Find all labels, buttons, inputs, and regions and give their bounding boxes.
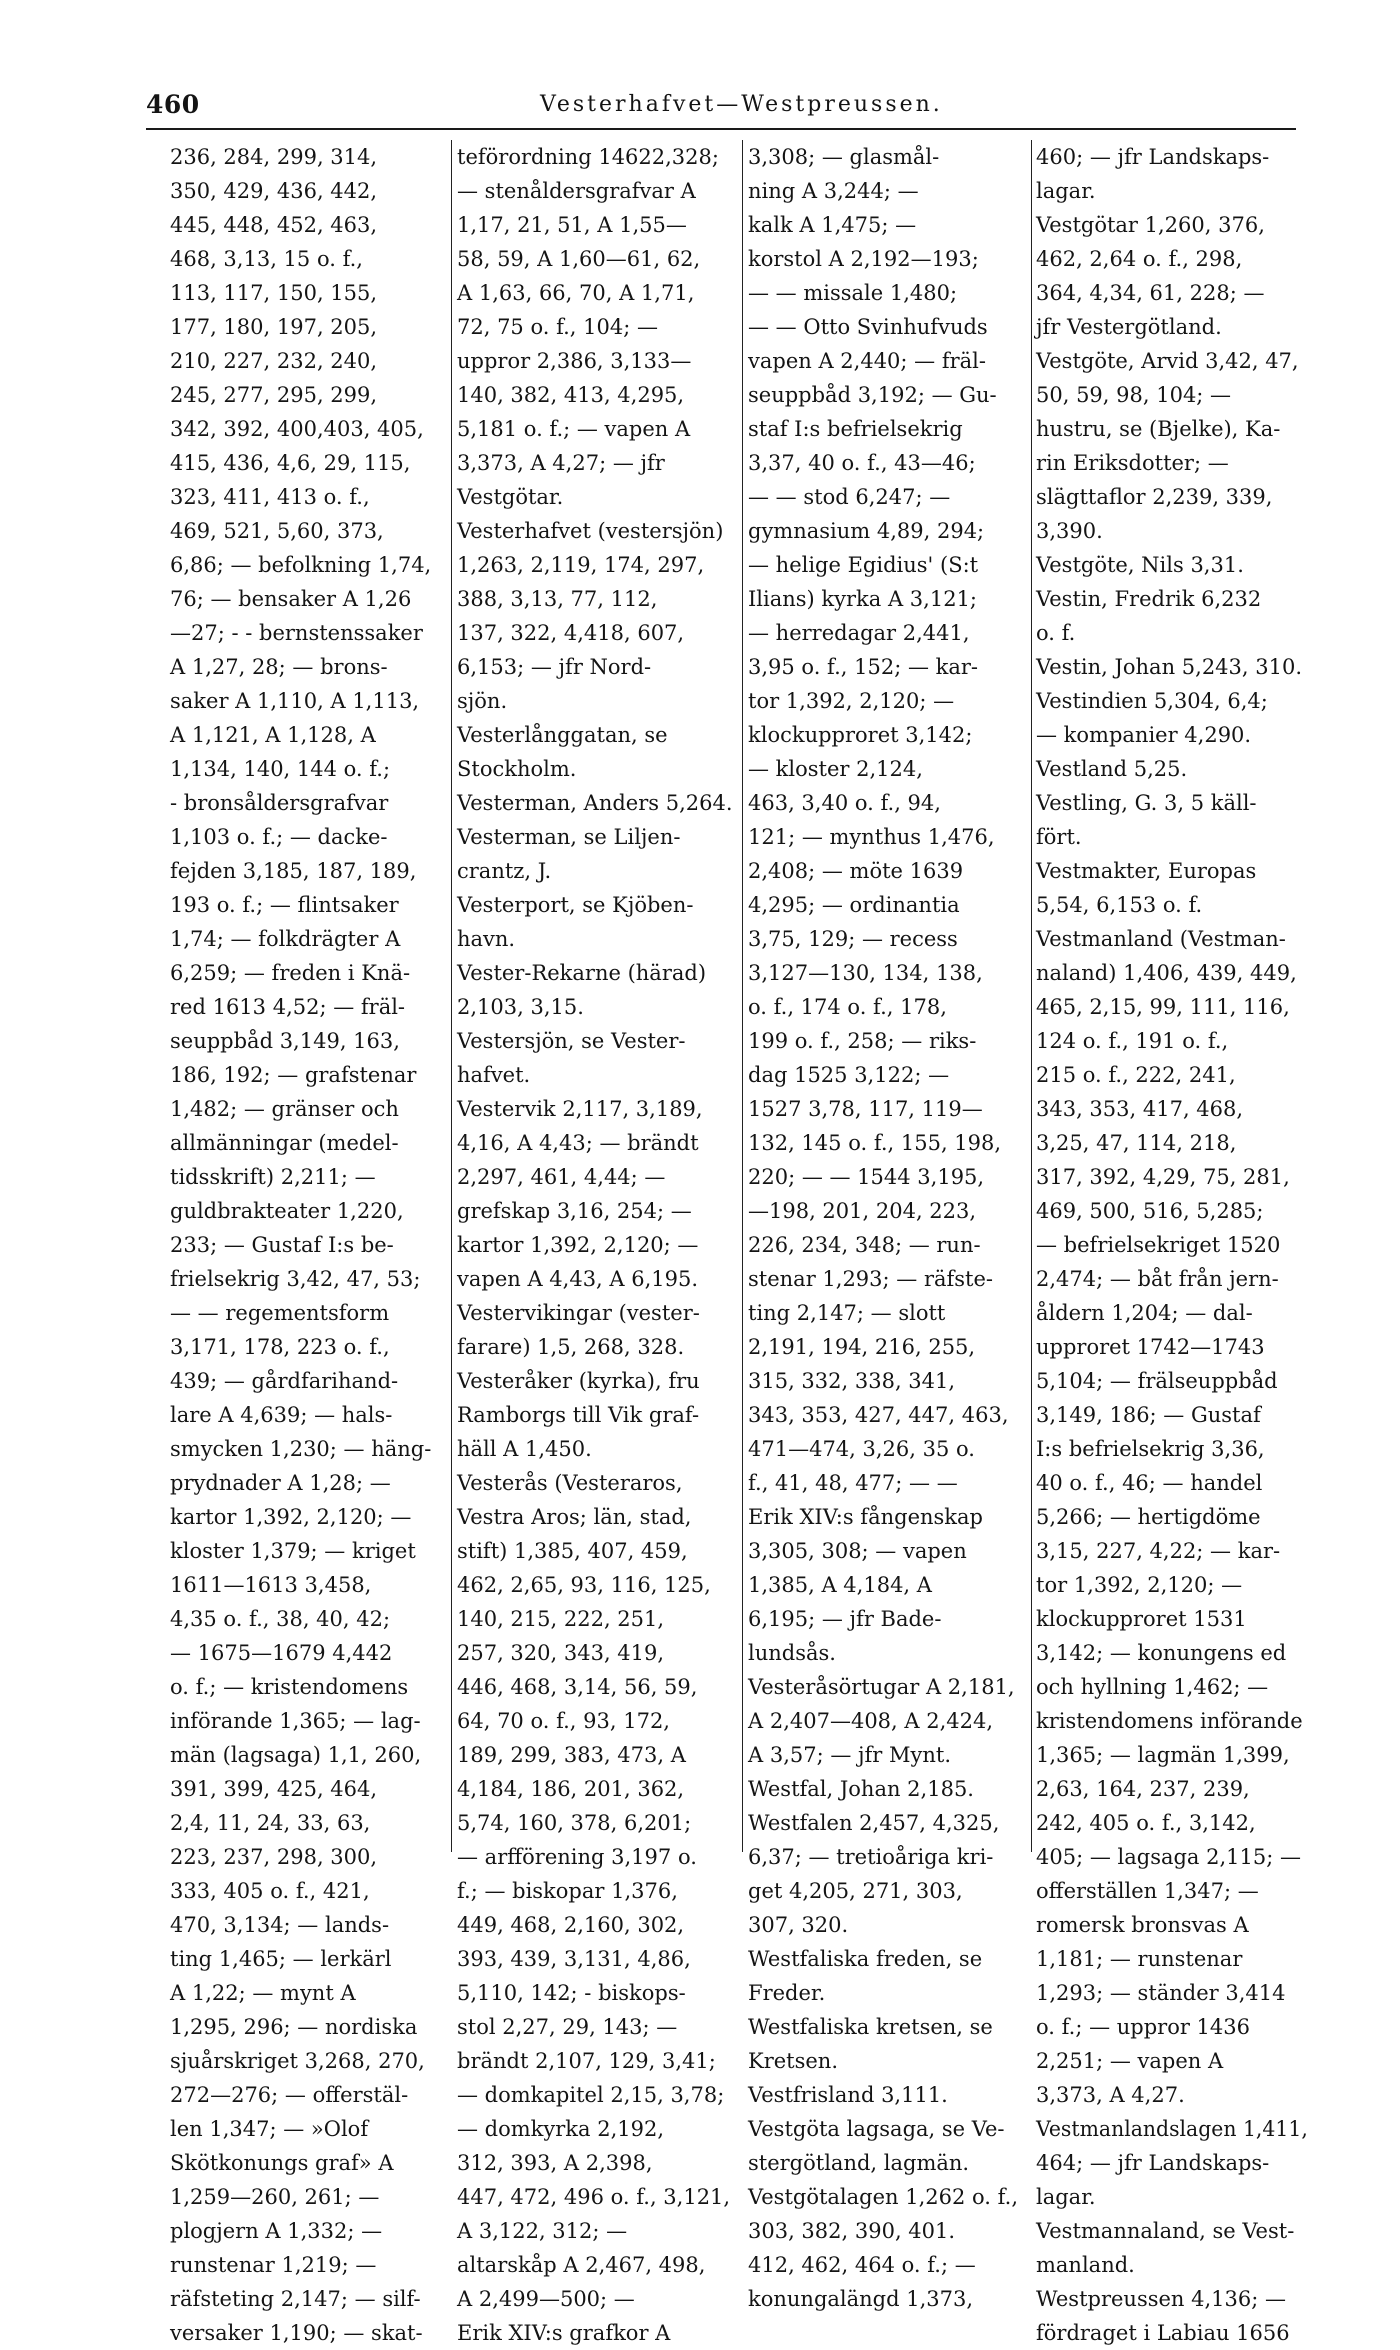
index-line: o. f.; — kristendomens xyxy=(170,1675,409,1699)
index-line: 1,134, 140, 144 o. f.; xyxy=(170,757,391,781)
index-line: A 2,407—408, A 2,424, xyxy=(748,1709,994,1733)
index-line: klockupproret 1531 xyxy=(1036,1607,1247,1631)
index-line: 189, 299, 383, 473, A xyxy=(457,1743,686,1767)
index-line: red 1613 4,52; — fräl- xyxy=(170,995,406,1019)
index-line: lare A 4,639; — hals- xyxy=(170,1403,393,1427)
index-line: 343, 353, 417, 468, xyxy=(1036,1097,1244,1121)
index-line: 303, 382, 390, 401. xyxy=(748,2219,956,2243)
index-line: seuppbåd 3,192; — Gu- xyxy=(748,383,997,407)
index-line: 471—474, 3,26, 35 o. xyxy=(748,1437,975,1461)
index-line: 468, 3,13, 15 o. f., xyxy=(170,247,363,271)
index-line: saker A 1,110, A 1,113, xyxy=(170,689,420,713)
index-line: 132, 145 o. f., 155, 198, xyxy=(748,1131,1002,1155)
index-line: 5,266; — hertigdöme xyxy=(1036,1505,1261,1529)
index-line: 2,4, 11, 24, 33, 63, xyxy=(170,1811,371,1835)
index-line: o. f., 174 o. f., 178, xyxy=(748,995,947,1019)
index-line: Westpreussen 4,136; — xyxy=(1036,2287,1287,2311)
index-line: 469, 521, 5,60, 373, xyxy=(170,519,384,543)
index-line: havn. xyxy=(457,927,516,951)
index-line: Vestervik 2,117, 3,189, xyxy=(457,1097,703,1121)
index-line: 210, 227, 232, 240, xyxy=(170,349,378,373)
index-line: 6,195; — jfr Bade- xyxy=(748,1607,942,1631)
index-line: Westfalen 2,457, 4,325, xyxy=(748,1811,1000,1835)
index-line: Vestervikingar (vester- xyxy=(457,1301,700,1325)
index-line: 58, 59, A 1,60—61, 62, xyxy=(457,247,701,271)
index-line: 447, 472, 496 o. f., 3,121, xyxy=(457,2185,731,2209)
index-line: tor 1,392, 2,120; — xyxy=(1036,1573,1243,1597)
index-line: och hyllning 1,462; — xyxy=(1036,1675,1269,1699)
index-line: vapen A 2,440; — fräl- xyxy=(748,349,986,373)
index-line: smycken 1,230; — häng- xyxy=(170,1437,432,1461)
index-line: 233; — Gustaf I:s be- xyxy=(170,1233,394,1257)
running-title: Vesterhafvet—Westpreussen. xyxy=(540,92,943,117)
index-line: Vestling, G. 3, 5 käll- xyxy=(1036,791,1257,815)
index-line: get 4,205, 271, 303, xyxy=(748,1879,963,1903)
index-line: Vesterman, se Liljen- xyxy=(457,825,681,849)
index-line: — arfförening 3,197 o. xyxy=(457,1845,697,1869)
index-line: fört. xyxy=(1036,825,1082,849)
index-line: 5,110, 142; - biskops- xyxy=(457,1981,686,2005)
index-line: 317, 392, 4,29, 75, 281, xyxy=(1036,1165,1290,1189)
index-line: 177, 180, 197, 205, xyxy=(170,315,378,339)
index-line: Vestgötar 1,260, 376, xyxy=(1036,213,1265,237)
index-line: tor 1,392, 2,120; — xyxy=(748,689,955,713)
index-line: 307, 320. xyxy=(748,1913,849,1937)
index-line: 460; — jfr Landskaps- xyxy=(1036,145,1270,169)
index-line: slägttaflor 2,239, 339, xyxy=(1036,485,1273,509)
index-line: klockupproret 3,142; xyxy=(748,723,973,747)
index-line: - bronsåldersgrafvar xyxy=(170,791,389,815)
index-line: — herredagar 2,441, xyxy=(748,621,970,645)
index-line: 463, 3,40 o. f., 94, xyxy=(748,791,941,815)
index-line: Vestgötar. xyxy=(457,485,564,509)
index-line: romersk bronsvas A xyxy=(1036,1913,1249,1937)
index-line: Vesterhafvet (vestersjön) xyxy=(457,519,724,543)
index-line: 3,308; — glasmål- xyxy=(748,145,940,169)
index-line: 1,385, A 4,184, A xyxy=(748,1573,932,1597)
index-line: 364, 4,34, 61, 228; — xyxy=(1036,281,1265,305)
index-line: Vestland 5,25. xyxy=(1036,757,1188,781)
index-line: 257, 320, 343, 419, xyxy=(457,1641,665,1665)
index-line: — helige Egidius' (S:t xyxy=(748,553,979,577)
index-line: crantz, J. xyxy=(457,859,552,883)
index-line: Vestmanland (Vestman- xyxy=(1036,927,1286,951)
index-line: 137, 322, 4,418, 607, xyxy=(457,621,685,645)
index-line: Vesterman, Anders 5,264. xyxy=(457,791,733,815)
column-divider xyxy=(742,140,743,1852)
index-line: Vestgötalagen 1,262 o. f., xyxy=(748,2185,1019,2209)
index-line: 312, 393, A 2,398, xyxy=(457,2151,653,2175)
index-line: 2,297, 461, 4,44; — xyxy=(457,1165,666,1189)
index-line: 439; — gårdfarihand- xyxy=(170,1369,399,1393)
index-line: 3,25, 47, 114, 218, xyxy=(1036,1131,1237,1155)
index-line: 245, 277, 295, 299, xyxy=(170,383,378,407)
index-line: 64, 70 o. f., 93, 172, xyxy=(457,1709,670,1733)
index-line: — kompanier 4,290. xyxy=(1036,723,1252,747)
index-line: 1,263, 2,119, 174, 297, xyxy=(457,553,705,577)
index-line: 226, 234, 348; — run- xyxy=(748,1233,981,1257)
index-line: plogjern A 1,332; — xyxy=(170,2219,383,2243)
index-line: män (lagsaga) 1,1, 260, xyxy=(170,1743,422,1767)
column-divider xyxy=(1031,140,1032,1852)
index-line: ting 2,147; — slott xyxy=(748,1301,946,1325)
index-line: 4,35 o. f., 38, 40, 42; xyxy=(170,1607,391,1631)
index-line: Vestmanlandslagen 1,411, xyxy=(1036,2117,1308,2141)
index-line: 6,153; — jfr Nord- xyxy=(457,655,652,679)
index-line: 1,482; — gränser och xyxy=(170,1097,399,1121)
index-line: konungalängd 1,373, xyxy=(748,2287,974,2311)
index-line: A 1,63, 66, 70, A 1,71, xyxy=(457,281,695,305)
index-column-4 xyxy=(1036,140,1308,2345)
index-line: — — missale 1,480; xyxy=(748,281,958,305)
page-number: 460 xyxy=(146,90,200,119)
index-line: naland) 1,406, 439, 449, xyxy=(1036,961,1297,985)
index-line: 3,171, 178, 223 o. f., xyxy=(170,1335,390,1359)
index-line: Vestra Aros; län, stad, xyxy=(457,1505,692,1529)
index-line: Kretsen. xyxy=(748,2049,838,2073)
index-line: 2,103, 3,15. xyxy=(457,995,584,1019)
index-line: 323, 411, 413 o. f., xyxy=(170,485,370,509)
index-line: 388, 3,13, 77, 112, xyxy=(457,587,658,611)
index-line: altarskåp A 2,467, 498, xyxy=(457,2253,706,2277)
index-line: 3,373, A 4,27; — jfr xyxy=(457,451,665,475)
index-line: fejden 3,185, 187, 189, xyxy=(170,859,417,883)
index-line: 3,15, 227, 4,22; — kar- xyxy=(1036,1539,1281,1563)
index-line: sjön. xyxy=(457,689,508,713)
index-line: 6,37; — tretioåriga kri- xyxy=(748,1845,994,1869)
index-line: Westfal, Johan 2,185. xyxy=(748,1777,974,1801)
index-line: fördraget i Labiau 1656 xyxy=(1036,2321,1290,2345)
index-line: 343, 353, 427, 447, 463, xyxy=(748,1403,1009,1427)
index-line: stift) 1,385, 407, 459, xyxy=(457,1539,688,1563)
index-line: 3,305, 308; — vapen xyxy=(748,1539,967,1563)
index-line: 4,16, A 4,43; — brändt xyxy=(457,1131,699,1155)
index-line: 462, 2,64 o. f., 298, xyxy=(1036,247,1243,271)
index-line: teförordning 14622,328; xyxy=(457,145,719,169)
index-line: 3,149, 186; — Gustaf xyxy=(1036,1403,1261,1427)
header-rule xyxy=(146,128,1296,130)
index-line: 405; — lagsaga 2,115; — xyxy=(1036,1845,1301,1869)
index-line: 6,86; — befolkning 1,74, xyxy=(170,553,432,577)
column-divider xyxy=(451,140,452,1852)
index-line: len 1,347; — »Olof xyxy=(170,2117,369,2141)
index-line: A 3,57; — jfr Mynt. xyxy=(748,1743,952,1767)
index-line: 1611—1613 3,458, xyxy=(170,1573,372,1597)
index-line: räfsteting 2,147; — silf- xyxy=(170,2287,421,2311)
index-line: 1,74; — folkdrägter A xyxy=(170,927,401,951)
index-column-1 xyxy=(170,140,446,2345)
index-line: 445, 448, 452, 463, xyxy=(170,213,378,237)
index-line: — domkapitel 2,15, 3,78; xyxy=(457,2083,725,2107)
index-line: Westfaliska freden, se xyxy=(748,1947,983,1971)
index-line: häll A 1,450. xyxy=(457,1437,592,1461)
index-line: 2,474; — båt från jern- xyxy=(1036,1267,1279,1291)
index-column-2 xyxy=(457,140,737,2345)
index-line: Erik XIV:s fångenskap xyxy=(748,1505,983,1529)
index-line: prydnader A 1,28; — xyxy=(170,1471,391,1495)
index-line: — stenåldersgrafvar A xyxy=(457,179,696,203)
index-line: 140, 215, 222, 251, xyxy=(457,1607,665,1631)
index-line: o. f.; — uppror 1436 xyxy=(1036,2015,1250,2039)
index-line: — — regementsform xyxy=(170,1301,390,1325)
index-line: 462, 2,65, 93, 116, 125, xyxy=(457,1573,711,1597)
index-line: kartor 1,392, 2,120; — xyxy=(457,1233,699,1257)
index-line: Vestindien 5,304, 6,4; xyxy=(1036,689,1268,713)
index-line: I:s befrielsekrig 3,36, xyxy=(1036,1437,1265,1461)
index-line: 2,408; — möte 1639 xyxy=(748,859,964,883)
index-line: 446, 468, 3,14, 56, 59, xyxy=(457,1675,698,1699)
index-line: lundsås. xyxy=(748,1641,836,1665)
index-line: gymnasium 4,89, 294; xyxy=(748,519,985,543)
index-line: Stockholm. xyxy=(457,757,577,781)
index-line: versaker 1,190; — skat- xyxy=(170,2321,423,2345)
index-line: 1,293; — ständer 3,414 xyxy=(1036,1981,1286,2005)
index-line: — — Otto Svinhufvuds xyxy=(748,315,988,339)
index-line: 186, 192; — grafstenar xyxy=(170,1063,417,1087)
index-line: 350, 429, 436, 442, xyxy=(170,179,378,203)
index-line: Vestmannaland, se Vest- xyxy=(1036,2219,1295,2243)
index-line: A 2,499—500; — xyxy=(457,2287,635,2311)
index-line: kartor 1,392, 2,120; — xyxy=(170,1505,412,1529)
index-line: kloster 1,379; — kriget xyxy=(170,1539,416,1563)
index-line: stenar 1,293; — räfste- xyxy=(748,1267,994,1291)
index-line: 465, 2,15, 99, 111, 116, xyxy=(1036,995,1290,1019)
index-line: A 3,122, 312; — xyxy=(457,2219,628,2243)
index-line: manland. xyxy=(1036,2253,1135,2277)
index-line: hafvet. xyxy=(457,1063,531,1087)
index-line: — befrielsekriget 1520 xyxy=(1036,1233,1281,1257)
index-line: 50, 59, 98, 104; — xyxy=(1036,383,1232,407)
index-line: 5,181 o. f.; — vapen A xyxy=(457,417,691,441)
index-line: 470, 3,134; — lands- xyxy=(170,1913,390,1937)
index-line: 40 o. f., 46; — handel xyxy=(1036,1471,1263,1495)
index-line: 121; — mynthus 1,476, xyxy=(748,825,995,849)
index-line: lagar. xyxy=(1036,179,1096,203)
index-line: 464; — jfr Landskaps- xyxy=(1036,2151,1270,2175)
index-line: Vestersjön, se Vester- xyxy=(457,1029,686,1053)
index-line: 1,259—260, 261; — xyxy=(170,2185,380,2209)
index-line: Ilians) kyrka A 3,121; xyxy=(748,587,978,611)
index-line: ting 1,465; — lerkärl xyxy=(170,1947,392,1971)
index-line: — 1675—1679 4,442 xyxy=(170,1641,393,1665)
index-line: Erik XIV:s grafkor A xyxy=(457,2321,671,2345)
index-line: —198, 201, 204, 223, xyxy=(748,1199,977,1223)
index-line: 333, 405 o. f., 421, xyxy=(170,1879,370,1903)
index-line: Vestin, Fredrik 6,232 xyxy=(1036,587,1262,611)
index-line: 124 o. f., 191 o. f., xyxy=(1036,1029,1229,1053)
index-line: grefskap 3,16, 254; — xyxy=(457,1199,692,1223)
index-line: f., 41, 48, 477; — — xyxy=(748,1471,958,1495)
index-line: Vesteråsörtugar A 2,181, xyxy=(748,1675,1015,1699)
index-line: 1527 3,78, 117, 119— xyxy=(748,1097,983,1121)
index-line: Skötkonungs graf» A xyxy=(170,2151,394,2175)
index-line: 2,251; — vapen A xyxy=(1036,2049,1224,2073)
index-line: — kloster 2,124, xyxy=(748,757,923,781)
index-line: införande 1,365; — lag- xyxy=(170,1709,421,1733)
index-line: vapen A 4,43, A 6,195. xyxy=(457,1267,699,1291)
index-line: 3,390. xyxy=(1036,519,1103,543)
index-line: 2,191, 194, 216, 255, xyxy=(748,1335,976,1359)
index-line: 469, 500, 516, 5,285; xyxy=(1036,1199,1264,1223)
index-line: 3,373, A 4,27. xyxy=(1036,2083,1185,2107)
index-line: allmänningar (medel- xyxy=(170,1131,399,1155)
index-line: 215 o. f., 222, 241, xyxy=(1036,1063,1236,1087)
index-line: 1,103 o. f.; — dacke- xyxy=(170,825,388,849)
index-line: 220; — — 1544 3,195, xyxy=(748,1165,985,1189)
index-line: jfr Vestergötland. xyxy=(1036,315,1222,339)
index-line: 412, 462, 464 o. f.; — xyxy=(748,2253,976,2277)
index-line: Freder. xyxy=(748,1981,826,2005)
index-line: dag 1525 3,122; — xyxy=(748,1063,950,1087)
index-line: 393, 439, 3,131, 4,86, xyxy=(457,1947,691,1971)
index-line: 3,142; — konungens ed xyxy=(1036,1641,1287,1665)
index-line: A 1,22; — mynt A xyxy=(170,1981,356,2005)
index-line: o. f. xyxy=(1036,621,1076,645)
index-line: 193 o. f.; — flintsaker xyxy=(170,893,399,917)
index-line: ning A 3,244; — xyxy=(748,179,919,203)
index-line: Vesterlånggatan, se xyxy=(457,723,668,747)
index-line: brändt 2,107, 129, 3,41; xyxy=(457,2049,716,2073)
index-line: Vestgöte, Arvid 3,42, 47, xyxy=(1036,349,1299,373)
index-line: f.; — biskopar 1,376, xyxy=(457,1879,678,1903)
index-line: 2,63, 164, 237, 239, xyxy=(1036,1777,1250,1801)
index-line: 72, 75 o. f., 104; — xyxy=(457,315,658,339)
index-line: 5,74, 160, 378, 6,201; xyxy=(457,1811,692,1835)
index-line: kristendomens införande xyxy=(1036,1709,1303,1733)
index-line: Vesterport, se Kjöben- xyxy=(457,893,694,917)
index-line: åldern 1,204; — dal- xyxy=(1036,1301,1253,1325)
index-line: —27; - - bernstenssaker xyxy=(170,621,423,645)
index-line: — domkyrka 2,192, xyxy=(457,2117,665,2141)
index-line: 199 o. f., 258; — riks- xyxy=(748,1029,977,1053)
index-line: 223, 237, 298, 300, xyxy=(170,1845,378,1869)
index-line: 1,17, 21, 51, A 1,55— xyxy=(457,213,687,237)
index-line: 415, 436, 4,6, 29, 115, xyxy=(170,451,411,475)
index-line: 1,365; — lagmän 1,399, xyxy=(1036,1743,1290,1767)
index-line: 1,181; — runstenar xyxy=(1036,1947,1243,1971)
index-line: Vester-Rekarne (härad) xyxy=(457,961,707,985)
index-line: kalk A 1,475; — xyxy=(748,213,917,237)
index-line: korstol A 2,192—193; xyxy=(748,247,979,271)
index-line: A 1,27, 28; — brons- xyxy=(170,655,388,679)
index-line: hustru, se (Bjelke), Ka- xyxy=(1036,417,1281,441)
index-line: stergötland, lagmän. xyxy=(748,2151,970,2175)
index-line: 449, 468, 2,160, 302, xyxy=(457,1913,685,1937)
index-line: 3,95 o. f., 152; — kar- xyxy=(748,655,978,679)
index-line: 6,259; — freden i Knä- xyxy=(170,961,411,985)
index-line: 5,104; — frälseuppbåd xyxy=(1036,1369,1278,1393)
index-line: 342, 392, 400,403, 405, xyxy=(170,417,424,441)
index-column-3 xyxy=(748,140,1028,2311)
index-line: Ramborgs till Vik graf- xyxy=(457,1403,700,1427)
index-line: sjuårskriget 3,268, 270, xyxy=(170,2049,425,2073)
index-line: Westfaliska kretsen, se xyxy=(748,2015,993,2039)
index-line: Vestgöta lagsaga, se Ve- xyxy=(748,2117,1005,2141)
index-line: 272—276; — offerstäl- xyxy=(170,2083,409,2107)
index-line: — — stod 6,247; — xyxy=(748,485,951,509)
index-line: runstenar 1,219; — xyxy=(170,2253,377,2277)
index-line: 1,295, 296; — nordiska xyxy=(170,2015,418,2039)
index-line: frielsekrig 3,42, 47, 53; xyxy=(170,1267,421,1291)
index-line: 3,37, 40 o. f., 43—46; xyxy=(748,451,976,475)
index-line: A 1,121, A 1,128, A xyxy=(170,723,376,747)
index-line: 391, 399, 425, 464, xyxy=(170,1777,378,1801)
index-line: 140, 382, 413, 4,295, xyxy=(457,383,685,407)
index-line: Vestfrisland 3,111. xyxy=(748,2083,948,2107)
index-line: 4,184, 186, 201, 362, xyxy=(457,1777,685,1801)
index-line: tidsskrift) 2,211; — xyxy=(170,1165,376,1189)
index-line: farare) 1,5, 268, 328. xyxy=(457,1335,685,1359)
index-line: stol 2,27, 29, 143; — xyxy=(457,2015,678,2039)
index-line: Vestmakter, Europas xyxy=(1036,859,1257,883)
index-line: 315, 332, 338, 341, xyxy=(748,1369,956,1393)
index-line: 242, 405 o. f., 3,142, xyxy=(1036,1811,1256,1835)
index-line: 236, 284, 299, 314, xyxy=(170,145,378,169)
index-line: 113, 117, 150, 155, xyxy=(170,281,378,305)
index-line: guldbrakteater 1,220, xyxy=(170,1199,404,1223)
index-line: upproret 1742—1743 xyxy=(1036,1335,1265,1359)
index-line: staf I:s befrielsekrig xyxy=(748,417,963,441)
index-line: 76; — bensaker A 1,26 xyxy=(170,587,412,611)
index-line: seuppbåd 3,149, 163, xyxy=(170,1029,400,1053)
index-line: 4,295; — ordinantia xyxy=(748,893,960,917)
index-line: Vesterås (Vesteraros, xyxy=(457,1471,683,1495)
index-line: rin Eriksdotter; — xyxy=(1036,451,1229,475)
index-line: uppror 2,386, 3,133— xyxy=(457,349,692,373)
index-line: Vestgöte, Nils 3,31. xyxy=(1036,553,1244,577)
index-line: 3,75, 129; — recess xyxy=(748,927,958,951)
index-line: Vesteråker (kyrka), fru xyxy=(457,1369,700,1393)
index-line: 5,54, 6,153 o. f. xyxy=(1036,893,1203,917)
index-line: lagar. xyxy=(1036,2185,1096,2209)
index-line: offerställen 1,347; — xyxy=(1036,1879,1259,1903)
index-line: 3,127—130, 134, 138, xyxy=(748,961,983,985)
index-line: Vestin, Johan 5,243, 310. xyxy=(1036,655,1303,679)
